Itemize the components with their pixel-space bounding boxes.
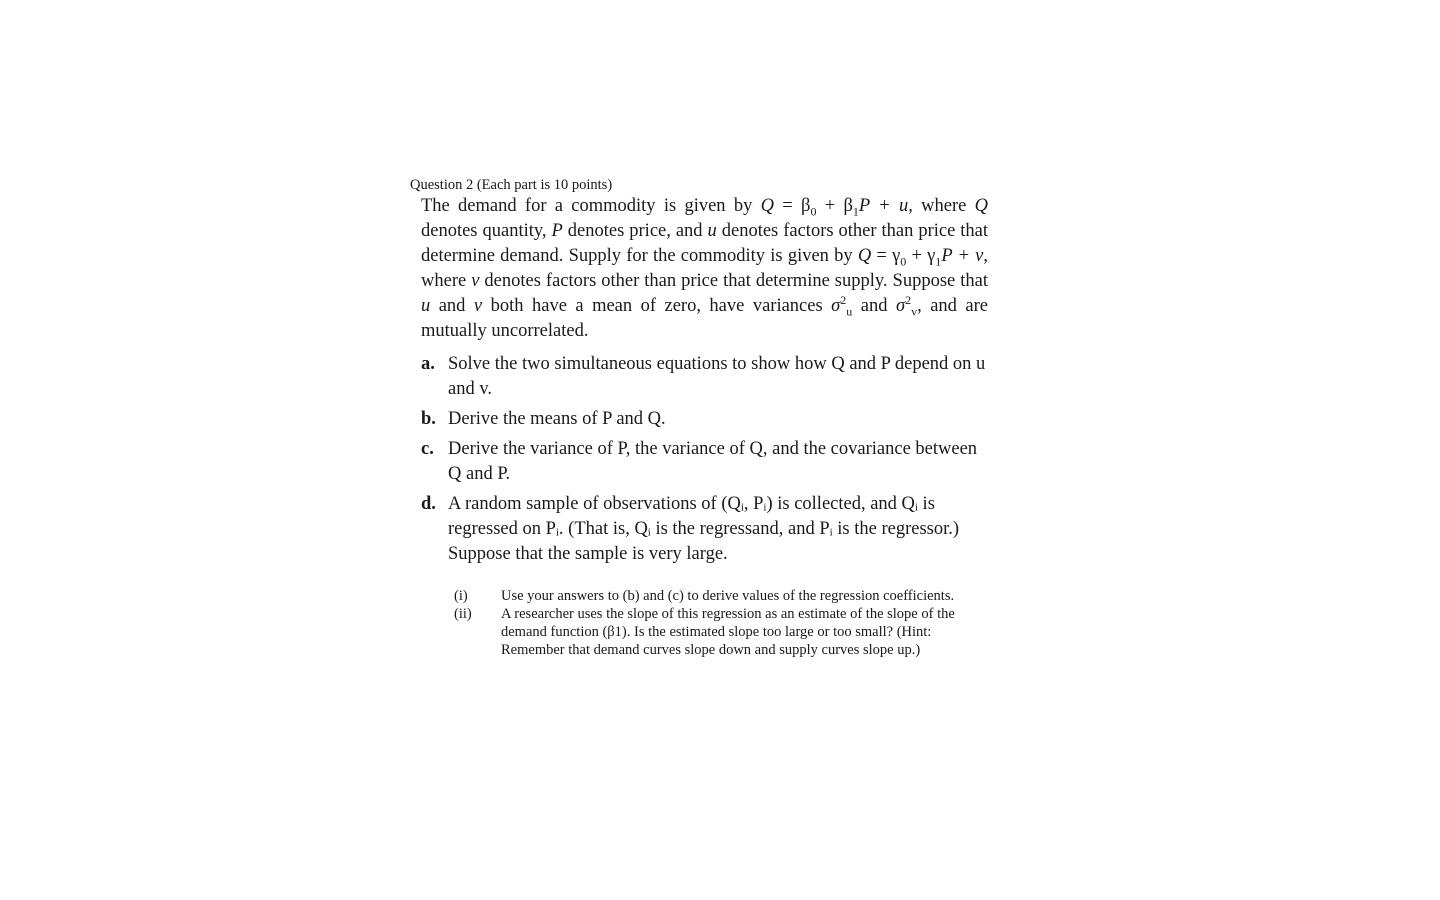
subpart-text: A researcher uses the slope of this regression as an estimate of the slope of the demand function (β1). Is the estimated slope too large or too small? (Hint: Remember that demand curves slope down and supply curves slope up.) [501,606,955,658]
intro-text: , where [908,196,975,216]
intro-text: , and are mutually uncorrelated. [421,296,988,341]
part-letter: d. [421,494,436,514]
intro-subscript: 1 [935,254,942,269]
subpart-i [454,587,984,605]
part-d [421,492,988,567]
subpart-text: Use your answers to (b) and (c) to derive values of the regression coefficients. [501,588,955,604]
intro-text: = γ [871,246,901,266]
subpart-numeral: (ii) [454,606,472,622]
intro-subscript: v [911,304,918,319]
intro-superscript: 2 [905,292,912,307]
subparts-list [454,587,984,659]
intro-text: , where [421,246,989,291]
intro-math: P [941,246,953,266]
part-letter: c. [421,439,434,459]
intro-subscript: u [846,304,853,319]
intro-math: u [707,221,717,241]
intro-subscript: 0 [810,204,817,219]
subpart-numeral: (i) [454,588,468,604]
part-text: Derive the variance of P, the variance of Q, and the covariance between Q and P. [448,439,978,484]
intro-text: = β [774,196,811,216]
intro-math: σ [895,296,906,316]
intro-math: P [858,196,870,216]
intro-math: Q [857,246,872,266]
intro-text: and [852,296,896,316]
part-letter: b. [421,409,436,429]
intro-text: denotes factors other than price that determine demand. Supply for the commodity is given by [421,221,989,266]
part-letter: a. [421,354,435,374]
part-a [421,352,988,402]
intro-math: v [471,271,480,291]
intro-text: denotes quantity, [421,221,552,241]
intro-math: Q [760,196,775,216]
intro-text: denotes price, and [562,221,708,241]
intro-text: both have a mean of zero, have variances [482,296,832,316]
intro-text: denotes factors other than price that determine supply. Suppose that [479,271,988,291]
intro-text: + γ [906,246,936,266]
question-document [410,176,1000,659]
part-b [421,407,988,432]
intro-math: Q [974,196,988,216]
intro-subscript: 1 [852,204,859,219]
subpart-ii [454,605,984,659]
intro-math: + v [952,246,984,266]
intro-math: P [551,221,563,241]
part-c [421,437,988,487]
intro-math: u [421,296,431,316]
intro-math: σ [831,296,841,316]
part-text: Derive the means of P and Q. [448,409,666,429]
part-text: Solve the two simultaneous equations to show how Q and P depend on u and v. [448,354,986,399]
intro-text: + β [816,196,853,216]
intro-subscript: 0 [900,254,907,269]
intro-text: The demand for a commodity is given by [421,196,761,216]
question-intro [421,194,988,344]
intro-superscript: 2 [840,292,847,307]
part-text: A random sample of observations of (Qᵢ, Pᵢ) is collected, and Qᵢ is regressed on Pᵢ. (That is, Qᵢ is the regressand, and Pᵢ is the regressor.) Suppose that the sample is very large. [448,494,960,564]
intro-math: + u [869,196,909,216]
intro-text: and [430,296,474,316]
intro-math: v [473,296,483,316]
question-parts [421,352,988,567]
question-header: Question 2 (Each part is 10 points) [410,177,613,193]
